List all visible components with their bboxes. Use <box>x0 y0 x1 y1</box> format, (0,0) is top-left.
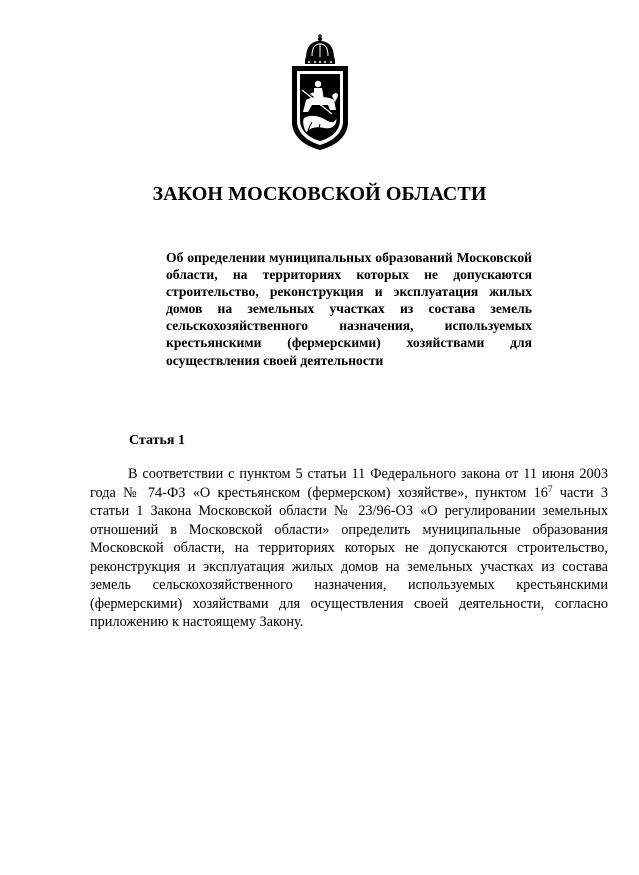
article-text-part1: В соответствии с пунктом 5 статьи 11 Федерального закона от 11 июня 2003 года № 74-ФЗ «О крестьянском (фермерском) хозяйстве», пунктом 16 <box>90 466 608 501</box>
shield-icon <box>292 66 348 150</box>
article-superscript: 7 <box>547 483 553 494</box>
article-body <box>90 465 608 632</box>
article-text-part2: части 3 статьи 1 Закона Московской области № 23/96-ОЗ «О регулировании земельных отношений в Московской области» определить муниципальные образования Московской области, на территориях которых не допускаются строительство, реконструкция и эксплуатация жилых домов на земельных участках из состава земель сельскохозяйственного назначения, используемых крестьянскими (фермерскими) хозяйствами для осуществления своей деятельности, согласно приложению к настоящему Закону. <box>90 484 609 630</box>
article-heading: Статья 1 <box>129 433 185 448</box>
moscow-oblast-coat-of-arms-icon <box>288 34 352 152</box>
crown-icon <box>305 34 335 64</box>
law-subject: Об определении муниципальных образований Московской области, на территориях которых не допускаются строительство, реконструкция и эксплуатация жилых домов на земельных участках из состава земель сельскохозяйственного назначения, используемых крестьянскими (фермерскими) хозяйствами для осуществления своей деятельности <box>166 250 532 368</box>
law-title: ЗАКОН МОСКОВСКОЙ ОБЛАСТИ <box>152 183 487 205</box>
